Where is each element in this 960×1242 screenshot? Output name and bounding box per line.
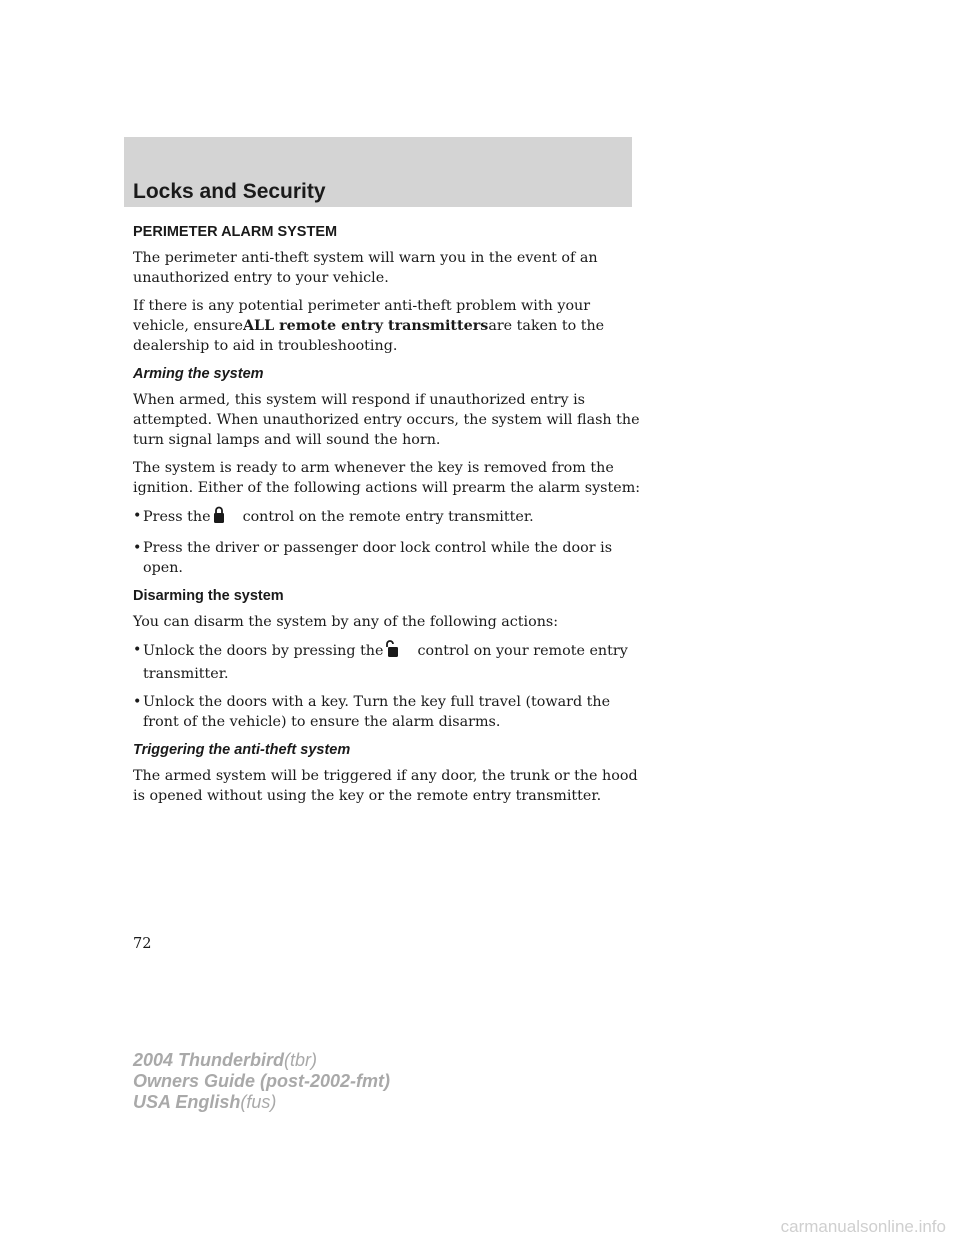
arming-paragraph-2: The system is ready to arm whenever the key is removed from the ignition. Either of the following actions will prearm the alarm system: <box>133 460 641 496</box>
bullet-dot: • <box>133 508 142 524</box>
footer-language-code: (fus) <box>240 1092 277 1112</box>
bullet-dot: • <box>133 642 142 658</box>
footer-model: 2004 Thunderbird <box>133 1050 285 1070</box>
unlock-icon <box>385 640 399 664</box>
section-title: PERIMETER ALARM SYSTEM <box>133 224 338 240</box>
bullet-dot: • <box>133 540 142 556</box>
footer-language: USA English <box>133 1092 241 1112</box>
disarming-bullet-1-before: Unlock the doors by pressing the <box>143 643 384 659</box>
disarming-paragraph-1: You can disarm the system by any of the following actions: <box>133 614 559 630</box>
disarming-bullet-2-text: Unlock the doors with a key. Turn the key full travel (toward the front of the vehicle) to ensure the alarm disarms. <box>143 694 611 730</box>
p2-emphasis: ALL remote entry transmitters <box>242 318 489 334</box>
arming-bullet-1-after: control on the remote entry transmitter. <box>242 509 534 525</box>
disarming-title: Disarming the system <box>133 588 284 604</box>
arming-bullet-1 <box>133 506 643 530</box>
triggering-title: Triggering the anti-theft system <box>133 742 351 758</box>
footer-model-code: (tbr) <box>284 1050 318 1070</box>
lock-icon <box>213 506 225 530</box>
arming-bullet-2 <box>133 538 643 578</box>
arming-title: Arming the system <box>133 366 264 382</box>
footer-line-2: Owners Guide (post-2002-fmt) <box>133 1071 391 1091</box>
disarming-bullet-1 <box>133 640 643 684</box>
section-paragraph-2 <box>133 296 643 356</box>
page-content <box>133 222 643 814</box>
footer-line-3 <box>133 1092 390 1113</box>
triggering-paragraph-1: The armed system will be triggered if any door, the trunk or the hood is opened without using the key or the remote entry transmitter. <box>133 768 638 804</box>
arming-bullet-1-before: Press the <box>143 509 211 525</box>
watermark: carmanualsonline.info <box>780 1217 946 1236</box>
p2-text-before: If there is any potential perimeter anti-theft problem with your vehicle, ensure <box>133 298 591 334</box>
footer-line-1 <box>133 1050 390 1071</box>
disarming-bullet-2 <box>133 692 643 732</box>
p2-text-after: are taken to the dealership to aid in troubleshooting. <box>133 318 605 354</box>
section-paragraph-1: The perimeter anti-theft system will warn you in the event of an unauthorized entry to your vehicle. <box>133 250 598 286</box>
page-title: Locks and Security <box>133 180 326 203</box>
page-number: 72 <box>133 936 152 952</box>
arming-paragraph-1: When armed, this system will respond if unauthorized entry is attempted. When unauthorized entry occurs, the system will flash the turn signal lamps and will sound the horn. <box>133 392 640 448</box>
footer <box>133 1050 390 1113</box>
disarming-bullet-1-after: control on your remote entry transmitter. <box>143 643 628 682</box>
arming-bullet-2-text: Press the driver or passenger door lock control while the door is open. <box>143 540 613 576</box>
bullet-dot: • <box>133 694 142 710</box>
